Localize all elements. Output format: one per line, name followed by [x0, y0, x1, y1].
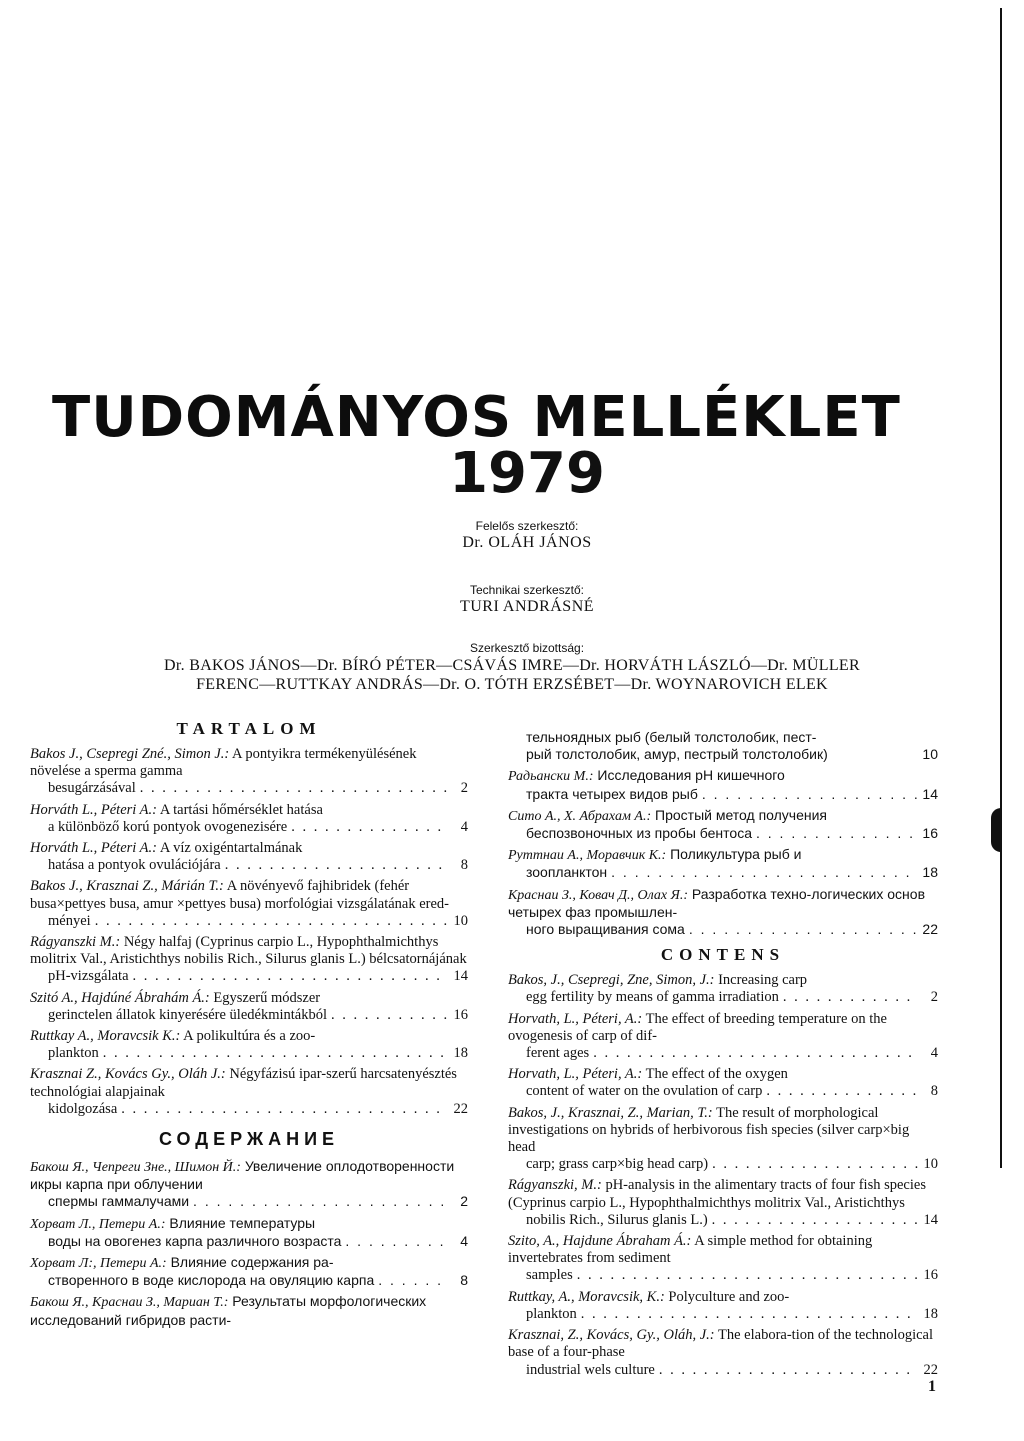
toc-entry — [30, 746, 468, 798]
entry-page: 10 — [453, 912, 468, 929]
dot-leader — [140, 780, 448, 797]
entry-last-line: content of water on the ovulation of carp — [526, 1083, 763, 1100]
toc-entry — [30, 1028, 468, 1062]
entry-authors: Bakos, J., Krasznai, Z., Marian, T.: — [508, 1104, 713, 1121]
entry-page: 2 — [460, 780, 468, 797]
toc-entry — [30, 1215, 468, 1250]
contents-ru-list-continued — [508, 767, 938, 938]
dot-leader — [95, 913, 448, 930]
entry-page: 4 — [930, 1045, 938, 1062]
entry-title: The effect of breeding temperature on the ovogenesis of carp of dif- — [508, 1010, 887, 1044]
entry-authors: Краснаи З., Ковач Д., Олах Я.: — [508, 887, 688, 903]
entry-title: The elabora-tion of the technological base of a four-phase — [508, 1327, 933, 1361]
editorial-board-line-2: FERENC—RUTTKAY ANDRÁS—Dr. O. TÓTH ERZSÉBET—Dr. WOYNAROVICH ELEK — [196, 676, 828, 693]
entry-title: A növényevő fajhibridek (fehér busa×pettyes busa, amur ×pettyes busa) morfológiai vizsgálatának ered- — [30, 878, 449, 912]
contents-en-list — [508, 972, 938, 1378]
left-column — [30, 718, 468, 1333]
entry-authors: Ruttkay, A., Moravcsik, K.: — [508, 1288, 665, 1305]
dot-leader — [756, 825, 918, 842]
entry-last-line: спермы гаммалучами — [48, 1193, 190, 1210]
dot-leader — [611, 864, 918, 881]
entry-page: 4 — [460, 818, 468, 835]
entry-authors: Krasznai Z., Kovács Gy., Oláh J.: — [30, 1066, 226, 1083]
dot-leader — [712, 1212, 918, 1229]
dot-leader — [378, 1272, 448, 1289]
contents-hu-heading: TARTALOM — [176, 719, 322, 738]
toc-entry — [30, 990, 468, 1024]
entry-text: тельноядных рыб (белый толстолобик, пест- — [526, 729, 817, 745]
entry-authors: Хорват Л:, Петери А.: — [30, 1256, 167, 1272]
entry-authors: Rágyanszki, M.: — [508, 1177, 602, 1194]
toc-entry — [30, 1293, 468, 1328]
entry-title: A víz oxigéntartalmának — [159, 840, 303, 857]
toc-entry — [508, 767, 938, 802]
dot-leader — [345, 1233, 448, 1250]
entry-page: 4 — [460, 1232, 468, 1249]
entry-title: Исследования pH кишечного — [597, 767, 785, 784]
entry-page: 16 — [923, 1267, 938, 1284]
entry-authors: Руттнаи А., Моравчик К.: — [508, 848, 667, 864]
entry-authors: Бакош Я., Краснаи З., Мариан Т.: — [30, 1295, 229, 1311]
entry-authors: Bakos, J., Csepregi, Zne, Simon, J.: — [508, 972, 715, 989]
entry-title: The result of morphological investigations on hybrids of herbivorous fish species (silver carp×big head — [508, 1104, 910, 1156]
entry-authors: Szito, A., Hajdune Ábraham Á.: — [508, 1233, 692, 1250]
entry-last-line: ного выращивания сома — [526, 921, 685, 938]
contents-ru-list — [30, 1158, 468, 1329]
entry-authors: Радьански М.: — [508, 769, 594, 785]
entry-authors: Bakos J., Csepregi Zné., Simon J.: — [30, 746, 230, 762]
entry-authors: Horvath, L., Péteri, A.: — [508, 1010, 643, 1027]
entry-title: Простый метод получения — [655, 806, 828, 823]
entry-title: The effect of the oxygen — [645, 1066, 788, 1083]
technical-editor-name: TURI ANDRÁSNÉ — [459, 598, 595, 615]
entry-page: 16 — [453, 1006, 468, 1023]
main-title: TUDOMÁNYOS MELLÉKLET — [52, 385, 901, 450]
contents-hu-list — [30, 746, 468, 1118]
entry-title: Négyfázisú ipar-szerű harcsatenyésztés technológiai alapjainak — [30, 1066, 457, 1100]
contents-en-heading: CONTENS — [660, 945, 786, 965]
entry-title: A polikultúra és a zoo- — [183, 1028, 316, 1045]
entry-last-line: egg fertility by means of gamma irradiation — [526, 989, 779, 1006]
toc-entry — [508, 1177, 938, 1229]
entry-title: Влияние температуры — [169, 1214, 316, 1231]
entry-page: 10 — [923, 1156, 938, 1173]
entry-page: 8 — [460, 1272, 468, 1289]
dot-leader — [577, 1267, 918, 1284]
toc-entry — [508, 1066, 938, 1100]
entry-page: 16 — [922, 825, 938, 842]
entry-last-line: ményei — [48, 912, 91, 929]
right-column — [508, 729, 938, 1383]
chief-editor-block — [0, 518, 1024, 552]
entry-title: A pontyikra termékenyülésének növelése a sperma gamma — [30, 746, 417, 780]
entry-authors: Rágyanszki M.: — [30, 934, 121, 951]
dot-leader — [331, 1007, 448, 1024]
edge-registration-mark — [991, 808, 1002, 852]
toc-entry — [508, 886, 938, 939]
entry-title: Polyculture and zoo- — [668, 1288, 790, 1305]
entry-authors: Krasznai, Z., Kovács, Gy., Oláh, J.: — [508, 1327, 715, 1344]
dot-leader — [659, 1362, 918, 1379]
entry-authors: Бакош Я., Чепреги Зне., Шимон Й.: — [30, 1160, 241, 1176]
entry-last-line: samples — [526, 1267, 573, 1284]
toc-entry — [508, 1289, 938, 1323]
entry-page: 8 — [930, 1083, 938, 1100]
editorial-board-role: Szerkesztő bizottság: — [469, 641, 585, 655]
dot-leader — [121, 1101, 448, 1118]
entry-page: 22 — [922, 921, 938, 938]
entry-last-line: hatása a pontyok ovulációjára — [48, 857, 221, 874]
technical-editor-role: Technikai szerkesztő: — [469, 583, 585, 597]
entry-last-line: тракта четырех видов рыб — [526, 785, 698, 802]
toc-entry — [30, 840, 468, 874]
dot-leader — [689, 921, 918, 938]
entry-authors: Хорват Л., Петери А.: — [30, 1216, 166, 1232]
main-year: 1979 — [449, 441, 605, 506]
dot-leader — [581, 1306, 918, 1323]
entry-last-line: carp; grass carp×big head carp) — [526, 1156, 709, 1173]
dot-leader — [712, 1156, 918, 1173]
dot-leader — [193, 1193, 448, 1210]
entry-last-line: gerinctelen állatok kinyerésére üledékmintákból — [48, 1006, 328, 1023]
entry-title: Increasing carp — [718, 972, 808, 989]
entry-title: Négy halfaj (Cyprinus carpio L., Hypophthalmichthys molitrix Val., Aristichthys nobilis Rich., Silurus glanis L.) bélcsatornájának — [30, 934, 467, 968]
entry-page: 22 — [453, 1100, 468, 1117]
toc-entry — [508, 846, 938, 881]
editorial-board-line-1: Dr. BAKOS JÁNOS—Dr. BÍRÓ PÉTER—CSÁVÁS IMRE—Dr. HORVÁTH LÁSZLÓ—Dr. MÜLLER — [164, 657, 860, 674]
entry-authors: Horváth L., Péteri A.: — [30, 801, 157, 818]
entry-authors: Horvath, L., Péteri, A.: — [508, 1066, 643, 1083]
entry-last-line: ferent ages — [526, 1045, 590, 1062]
dot-leader — [766, 1083, 918, 1100]
toc-entry — [508, 1327, 938, 1379]
entry-page: 10 — [922, 746, 938, 763]
entry-authors: Szitó A., Hajdúné Ábrahám Á.: — [30, 989, 210, 1006]
entry-title: Поликультура рыб и — [670, 846, 802, 863]
toc-entry — [508, 1233, 938, 1285]
toc-entry — [508, 1105, 938, 1174]
toc-entry — [508, 807, 938, 842]
contents-ru-continuation — [508, 729, 938, 763]
chief-editor-name: Dr. OLÁH JÁNOS — [462, 534, 592, 551]
entry-page: 14 — [923, 1211, 938, 1228]
entry-authors: Horváth L., Péteri A.: — [30, 840, 157, 857]
entry-last-line: besugárzásával — [48, 780, 136, 797]
dot-leader — [783, 989, 918, 1006]
entry-title: Результаты морфологических исследований гибридов расти- — [30, 1293, 427, 1328]
entry-last-line: pH-vizsgálata — [48, 968, 129, 985]
technical-editor-block — [0, 582, 1024, 616]
entry-title: Egyszerű módszer — [213, 989, 321, 1006]
dot-leader — [291, 819, 448, 836]
entry-title: Влияние содержания ра- — [170, 1254, 334, 1271]
editorial-board-block — [0, 640, 1024, 694]
dot-leader — [225, 857, 448, 874]
toc-entry — [30, 1158, 468, 1211]
dot-leader — [593, 1045, 918, 1062]
entry-authors: Ruttkay A., Moravcsik K.: — [30, 1028, 181, 1045]
entry-last-line: industrial wels culture — [526, 1361, 655, 1378]
toc-entry — [30, 1254, 468, 1289]
toc-entry — [30, 802, 468, 836]
dot-leader — [133, 968, 448, 985]
entry-page: 14 — [922, 785, 938, 802]
dot-leader — [103, 1045, 448, 1062]
entry-page: 2 — [460, 1193, 468, 1210]
entry-title: pH-analysis in the alimentary tracts of four fish species (Cyprinus carpio L., Hypophthalmichthys molitrix Val., Aristichthys — [508, 1177, 926, 1211]
entry-title: Разработка техно-логических основ четырех фаз промышлен- — [508, 885, 926, 920]
entry-last-line: створенного в воде кислорода на овуляцию карпа — [48, 1272, 375, 1289]
entry-page: 18 — [453, 1045, 468, 1062]
entry-last-line: рый толстолобик, амур, пестрый толстолобик) — [526, 746, 828, 763]
entry-page: 18 — [923, 1305, 938, 1322]
entry-title: A tartási hőmérséklet hatása — [159, 801, 323, 818]
entry-last-line: зоопланктон — [526, 864, 608, 881]
entry-title: A simple method for obtaining invertebrates from sediment — [508, 1233, 873, 1267]
entry-title: Увеличение оплодотворенности икры карпа при облучении — [30, 1158, 455, 1193]
entry-authors: Bakos J., Krasznai Z., Márián T.: — [30, 878, 224, 895]
entry-last-line: nobilis Rich., Silurus glanis L.) — [526, 1211, 708, 1228]
chief-editor-role: Felelős szerkesztő: — [475, 519, 579, 533]
entry-last-line: беспозвоночных из пробы бентоса — [526, 825, 752, 842]
entry-page: 22 — [923, 1361, 938, 1378]
toc-entry — [30, 934, 468, 986]
entry-page: 8 — [460, 857, 468, 874]
entry-page: 14 — [453, 968, 468, 985]
toc-entry — [30, 878, 468, 930]
entry-last-line: plankton — [48, 1045, 99, 1062]
toc-entry — [508, 972, 938, 1006]
entry-authors: Сито А., Х. Абрахам А.: — [508, 808, 652, 824]
toc-entry — [30, 1066, 468, 1118]
contents-ru-heading: СОДЕРЖАНИЕ — [158, 1129, 340, 1150]
entry-page: 2 — [930, 989, 938, 1006]
dot-leader — [702, 786, 918, 803]
toc-entry — [508, 1011, 938, 1063]
entry-last-line: kidolgozása — [48, 1100, 118, 1117]
page-number: 1 — [928, 1378, 936, 1395]
entry-last-line: воды на овогенез карпа различного возраста — [48, 1232, 342, 1249]
entry-page: 18 — [922, 864, 938, 881]
entry-last-line: plankton — [526, 1305, 577, 1322]
entry-last-line: a különböző korú pontyok ovogenezisére — [48, 818, 288, 835]
